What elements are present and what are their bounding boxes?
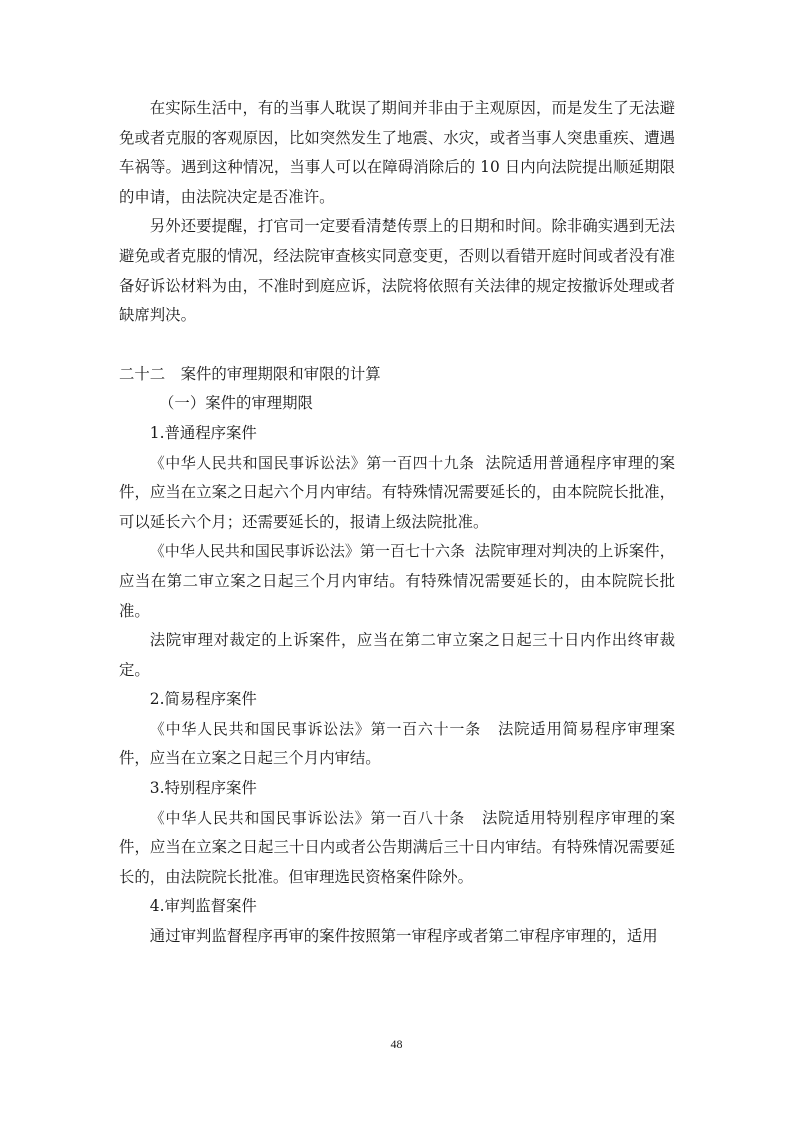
item-title: 3.特别程序案件: [149, 779, 257, 798]
item-title: 1.普通程序案件: [149, 423, 257, 442]
article-number: 第一百八十条: [370, 808, 465, 827]
page-number: 48: [390, 1037, 403, 1051]
item-title: 2.简易程序案件: [149, 690, 257, 709]
provision-text: 法院适用普通程序审理的案件，应当在立案之日起六个月内审结。有特殊情况需要延长的，由本院院长批准，可以延长六个月；还需要延长的，报请上级法院批准。: [119, 453, 675, 531]
law-name: 《中华人民共和国民事诉讼法》: [149, 808, 371, 827]
provision-text: 法院审理对判决的上诉案件，应当在第二审立案之日起三个月内审结。有特殊情况需要延长的，由本院院长批准。: [119, 542, 675, 620]
law-provision: [119, 715, 675, 774]
law-name: 《中华人民共和国民事诉讼法》: [149, 719, 371, 738]
body-text: [119, 94, 675, 952]
law-provision: [119, 449, 675, 538]
paragraph: 在实际生活中，有的当事人耽误了期间并非由于主观原因，而是发生了无法避免或者克服的客观原因，比如突然发生了地震、水灾，或者当事人突患重疾、遭遇车祸等。遇到这种情况，当事人可以在障碍消除后的 10 日内向法院提出顺延期限的申请，由法院决定是否准许。: [119, 99, 675, 206]
section-gap: [119, 331, 675, 360]
paragraph: 法院审理对裁定的上诉案件，应当在第二审立案之日起三十日内作出终审裁定。: [119, 631, 675, 679]
law-name: 《中华人民共和国民事诉讼法》: [149, 542, 360, 561]
paragraph: 另外还要提醒，打官司一定要看清楚传票上的日期和时间。除非确实遇到无法避免或者克服的情况，经法院审查核实同意变更，否则以看错开庭时间或者没有准备好诉讼材料为由，不准时到庭应诉，法院将依照有关法律的规定按撤诉处理或者缺席判决。: [119, 217, 675, 325]
item-title: 4.审判监督案件: [149, 897, 257, 916]
law-provision: [119, 804, 675, 893]
law-provision: [119, 537, 675, 626]
article-number: 第一百四十九条: [366, 453, 475, 472]
article-number: 第一百六十一条: [370, 719, 481, 738]
provision-text: 法院适用特别程序审理的案件，应当在立案之日起三十日内或者公告期满后三十日内审结。有特殊情况需要延长的，由法院院长批准。但审理选民资格案件除外。: [119, 808, 675, 886]
law-name: 《中华人民共和国民事诉讼法》: [149, 453, 367, 472]
article-number: 第一百七十六条: [359, 542, 465, 561]
section-subheading: （一）案件的审理期限: [159, 394, 313, 413]
provision-text: 法院适用简易程序审理案件，应当在立案之日起三个月内审结。: [119, 719, 675, 768]
paragraph: 通过审判监督程序再审的案件按照第一审程序或者第二审程序审理的，适用: [149, 927, 658, 946]
section-heading: 二十二 案件的审理期限和审限的计算: [119, 364, 381, 383]
